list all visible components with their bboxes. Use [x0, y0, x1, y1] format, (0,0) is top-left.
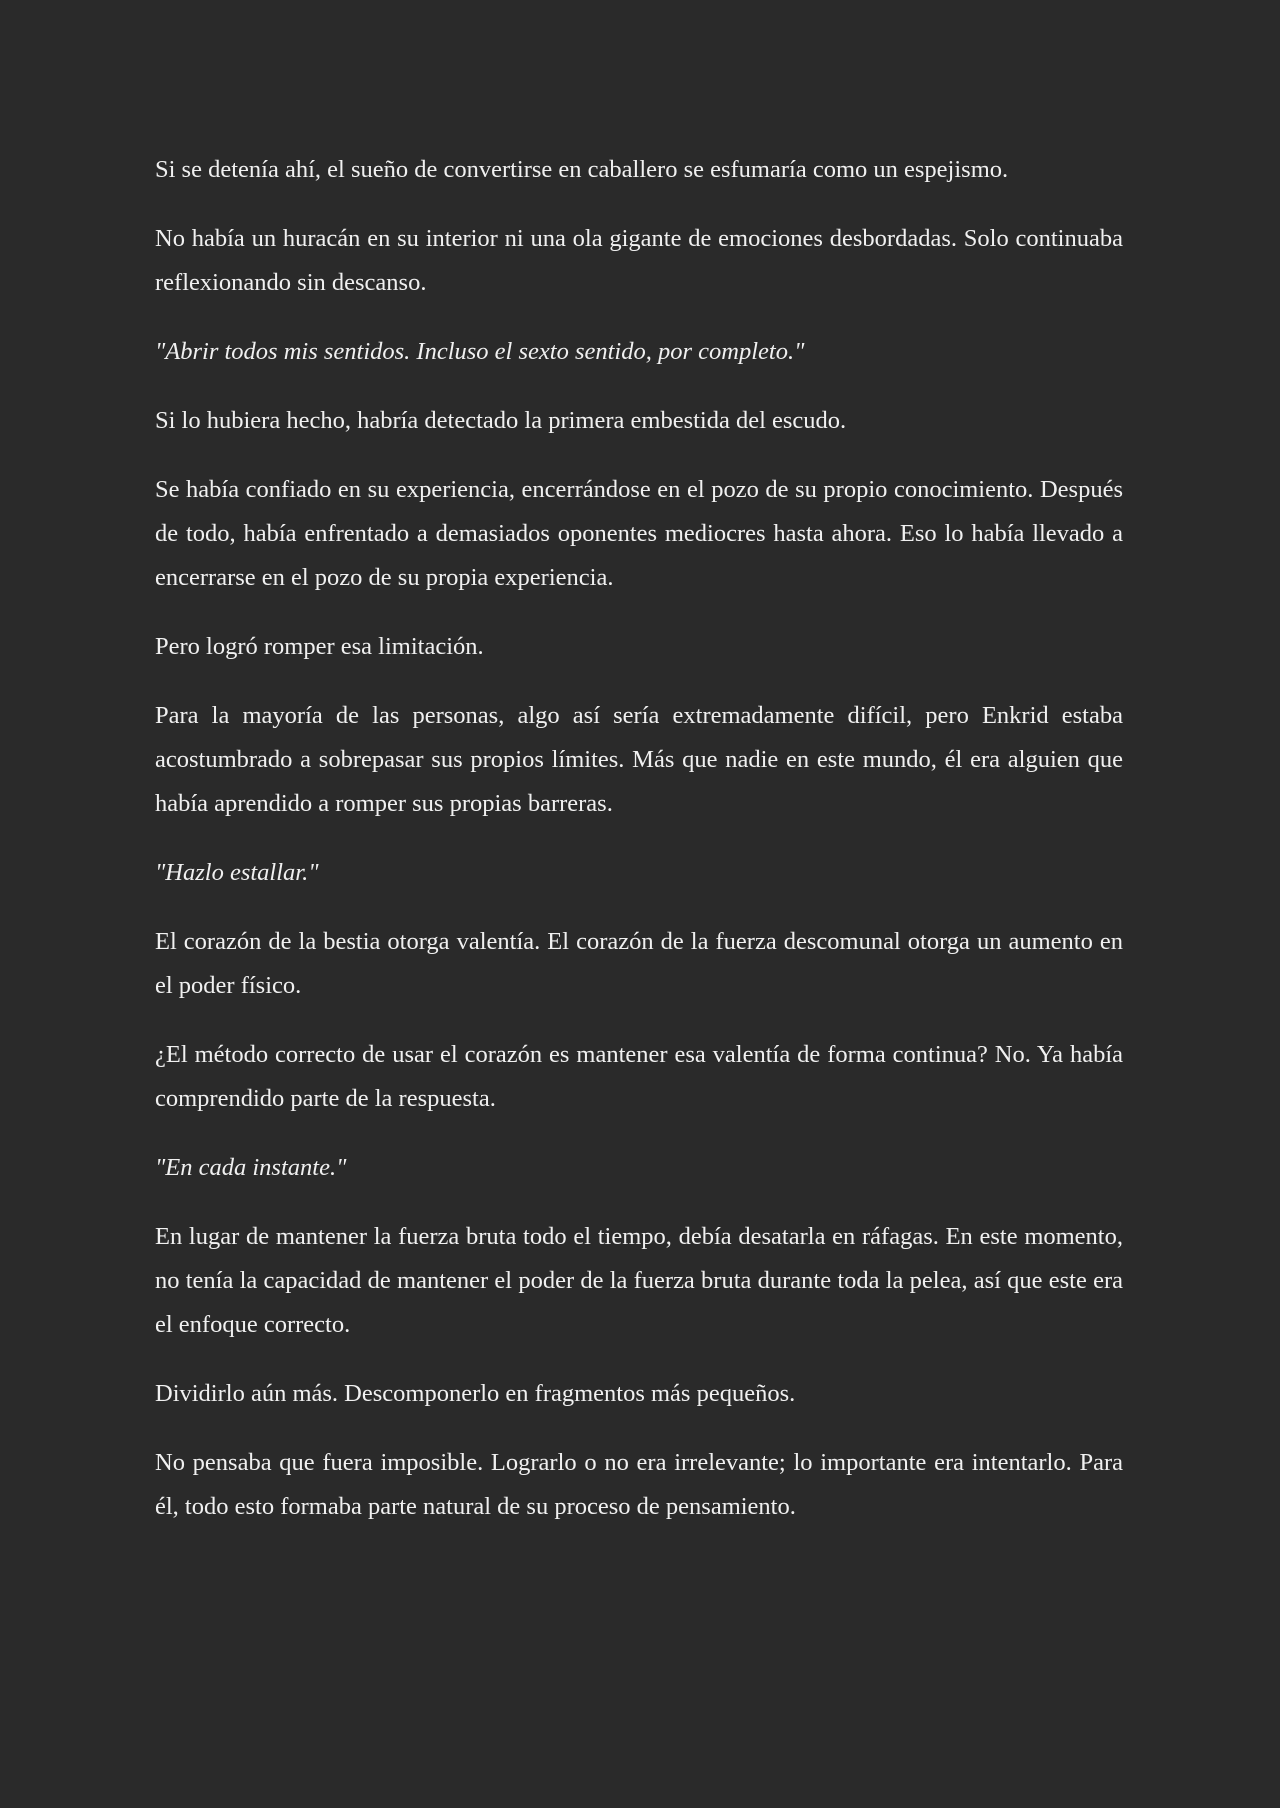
- paragraph-6: Pero logró romper esa limitación.: [155, 633, 484, 660]
- paragraph-9: El corazón de la bestia otorga valentía. El corazón de la fuerza descomunal otorga un aumento en el poder físico.: [155, 928, 1123, 999]
- paragraph-3-quote: "Abrir todos mis sentidos. Incluso el sexto sentido, por completo.": [155, 338, 805, 365]
- document-page: [155, 148, 1123, 1554]
- paragraph-10: ¿El método correcto de usar el corazón es mantener esa valentía de forma continua? No. Ya había comprendido parte de la respuesta.: [155, 1041, 1123, 1112]
- paragraph-1: Si se detenía ahí, el sueño de convertirse en caballero se esfumaría como un espejismo.: [155, 156, 1009, 183]
- paragraph-8-quote: "Hazlo estallar.": [155, 859, 319, 886]
- paragraph-12: En lugar de mantener la fuerza bruta todo el tiempo, debía desatarla en ráfagas. En este momento, no tenía la capacidad de mantener el poder de la fuerza bruta durante toda la pelea, así que este era el enfoque correcto.: [155, 1223, 1123, 1338]
- paragraph-11-quote: "En cada instante.": [155, 1154, 347, 1181]
- paragraph-7: Para la mayoría de las personas, algo así sería extremadamente difícil, pero Enkrid estaba acostumbrado a sobrepasar sus propios límites. Más que nadie en este mundo, él era alguien que había aprendido a romper sus propias barreras.: [155, 702, 1123, 817]
- paragraph-4: Si lo hubiera hecho, habría detectado la primera embestida del escudo.: [155, 407, 847, 434]
- paragraph-14: No pensaba que fuera imposible. Lograrlo o no era irrelevante; lo importante era intentarlo. Para él, todo esto formaba parte natural de su proceso de pensamiento.: [155, 1449, 1123, 1520]
- paragraph-13: Dividirlo aún más. Descomponerlo en fragmentos más pequeños.: [155, 1380, 796, 1407]
- paragraph-5: Se había confiado en su experiencia, encerrándose en el pozo de su propio conocimiento. Después de todo, había enfrentado a demasiados oponentes mediocres hasta ahora. Eso lo había llevado a encerrarse en el pozo de su propia experiencia.: [155, 476, 1123, 591]
- paragraph-2: No había un huracán en su interior ni una ola gigante de emociones desbordadas. Solo continuaba reflexionando sin descanso.: [155, 225, 1123, 296]
